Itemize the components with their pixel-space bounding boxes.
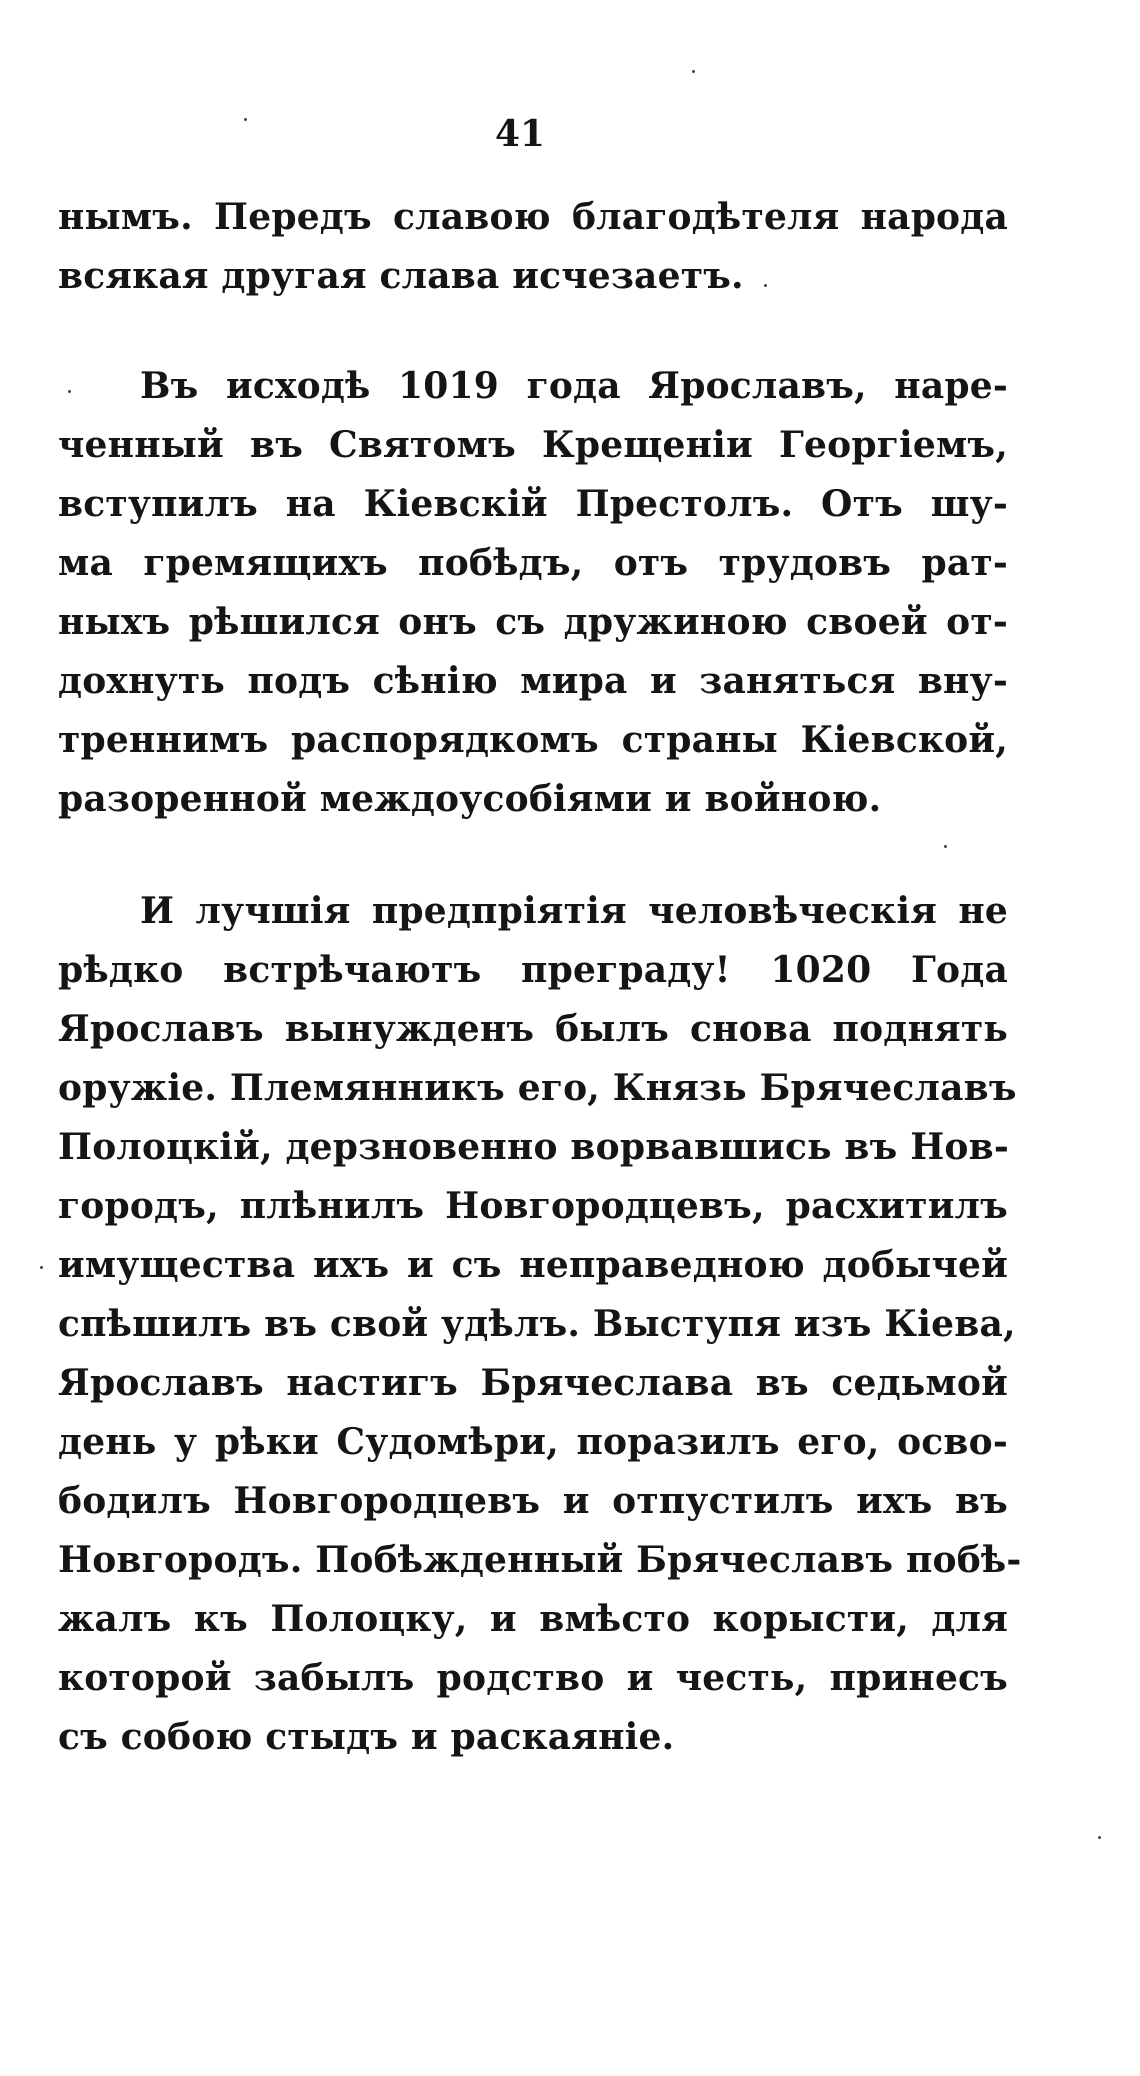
text-line: ныхъ рѣшился онъ съ дружиною своей от- [58,601,1008,643]
paragraph-2 [58,357,1008,829]
text-line: Ярославъ вынужденъ былъ снова поднять [58,1008,1008,1050]
scan-speck [244,118,247,121]
text-line: день у рѣки Судомѣри, поразилъ его, осво- [58,1421,1008,1463]
text-line: оружіе. Племянникъ его, Князь Брячеславъ [58,1067,1017,1109]
text-line: жалъ къ Полоцку, и вмѣсто корысти, для [58,1598,1008,1640]
scan-speck [764,284,767,287]
scan-speck [944,845,947,848]
scan-speck [1098,1836,1101,1839]
scan-speck [68,390,71,393]
text-line: Въ исходѣ 1019 года Ярославъ, наре- [140,365,1008,407]
text-line: городъ, плѣнилъ Новгородцевъ, расхитилъ [58,1185,1008,1227]
text-line: разоренной междоусобіями и войною. [58,778,882,820]
scan-speck [40,1266,43,1269]
text-line: нымъ. Передъ славою благодѣтеля народа [58,196,1008,238]
page-number: 41 [494,113,546,155]
scan-speck [692,70,695,73]
text-line: дохнуть подъ сѣнію мира и заняться вну- [58,660,1008,702]
text-line: И лучшія предпріятія человѣческія не [140,890,1008,932]
text-line: Новгородъ. Побѣжденный Брячеславъ побѣ- [58,1539,1022,1581]
text-line: ма гремящихъ побѣдъ, отъ трудовъ рат- [58,542,1008,584]
paragraph-3 [58,882,1022,1767]
text-line: ченный въ Святомъ Крещеніи Георгіемъ, [58,424,1008,466]
text-line: вступилъ на Кіевскій Престолъ. Отъ шу- [58,483,1008,525]
paragraph-1 [58,188,1008,306]
text-line: всякая другая слава исчезаетъ. [58,255,744,297]
text-line: Полоцкій, дерзновенно ворвавшись въ Нов- [58,1126,1009,1168]
text-line: спѣшилъ въ свой удѣлъ. Выступя изъ Кіева, [58,1303,1016,1345]
text-line: Ярославъ настигъ Брячеслава въ седьмой [58,1362,1008,1404]
text-line: бодилъ Новгородцевъ и отпустилъ ихъ въ [58,1480,1008,1522]
text-line: имущества ихъ и съ неправедною добычей [58,1244,1008,1286]
text-line: которой забылъ родство и честь, принесъ [58,1657,1008,1699]
text-line: рѣдко встрѣчаютъ преграду! 1020 Года [58,949,1008,991]
text-line: съ собою стыдъ и раскаяніе. [58,1716,675,1758]
text-line: треннимъ распорядкомъ страны Кіевской, [58,719,1008,761]
